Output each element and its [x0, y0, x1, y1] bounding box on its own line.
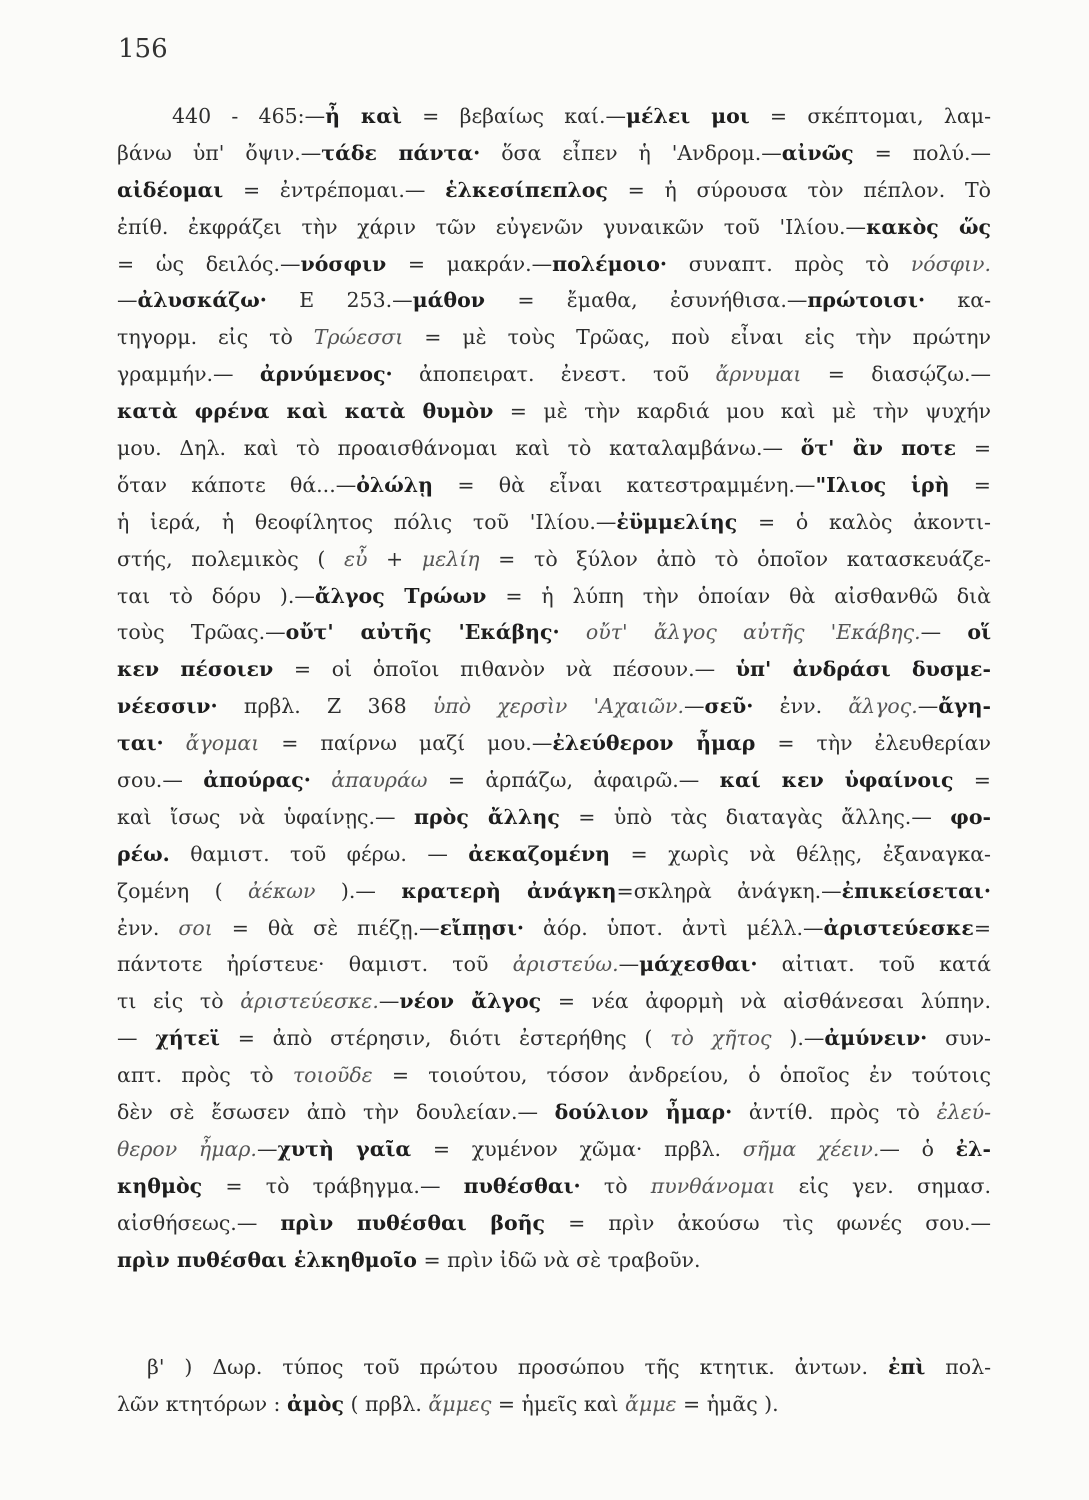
- commentary-line: αἰδέομαι = ἐντρέπομαι.— ἑλκεσίπεπλος = ἡ σύρουσα τὸν πέπλον. Τὸ: [117, 177, 991, 202]
- commentary-line: ἡ ἱερά, ἡ θεοφίλητος πόλις τοῦ 'Ιλίου.—ἐϋμμελίης = ὁ καλὸς ἀκοντι-: [117, 509, 991, 534]
- section-b-line: β' ) Δωρ. τύπος τοῦ πρώτου προσώπου τῆς κτητικ. ἀντων. ἐπὶ πολ-: [147, 1355, 991, 1379]
- commentary-line: ὅταν κάποτε θά...—ὀλώλῃ = θὰ εἶναι κατεστραμμένη.—"Ιλιος ἱρὴ =: [117, 472, 991, 497]
- commentary-line: δὲν σὲ ἔσωσεν ἀπὸ τὴν δουλείαν.— δούλιον ἦμαρ· ἀντίθ. πρὸς τὸ ἐλεύ-: [117, 1100, 991, 1125]
- commentary-line: τοὺς Τρῶας.—οὔτ' αὐτῆς 'Εκάβης· οὔτ' ἄλγος αὐτῆς 'Εκάβης.— οἵ: [117, 620, 991, 645]
- commentary-line: γραμμήν.— ἀρνύμενος· ἀποπειρατ. ἐνεστ. τοῦ ἄρνυμαι = διασῴζω.—: [117, 362, 991, 387]
- commentary-line: —ἀλυσκάζω· E 253.—μάθον = ἔμαθα, ἐσυνήθισα.—πρώτοισι· κα-: [117, 288, 991, 313]
- commentary-line: = ὡς δειλός.—νόσφιν = μακράν.—πολέμοιο· συναπτ. πρὸς τὸ νόσφιν.: [117, 251, 991, 276]
- commentary-line: βάνω ὑπ' ὄψιν.—τάδε πάντα· ὅσα εἶπεν ἡ 'Ανδρομ.—αἰνῶς = πολύ.—: [117, 140, 991, 165]
- commentary-line: κατὰ φρένα καὶ κατὰ θυμὸν = μὲ τὴν καρδιά μου καὶ μὲ τὴν ψυχήν: [117, 399, 991, 424]
- commentary-line: απτ. πρὸς τὸ τοιοῦδε = τοιούτου, τόσον ἀνδρείου, ὁ ὁποῖος ἐν τούτοις: [117, 1063, 991, 1088]
- commentary-line: ἐπίθ. ἐκφράζει τὴν χάριν τῶν εὐγενῶν γυναικῶν τοῦ 'Ιλίου.—κακὸς ὥς: [117, 214, 991, 239]
- commentary-line: μου. Δηλ. καὶ τὸ προαισθάνομαι καὶ τὸ καταλαμβάνω.— ὅτ' ἂν ποτε =: [117, 436, 992, 461]
- section-b-line: λῶν κτητόρων : ἀμὸς ( πρβλ. ἄμμες = ἡμεῖς καὶ ἄμμε = ἡμᾶς ).: [117, 1391, 779, 1416]
- commentary-line: τηγορμ. εἰς τὸ Τρώεσσι = μὲ τοὺς Τρῶας, ποὺ εἶναι εἰς τὴν πρώτην: [117, 325, 992, 350]
- commentary-line: θερον ἦμαρ.—χυτὴ γαῖα = χυμένον χῶμα· πρβλ. σῆμα χέειν.— ὁ ἐλ-: [117, 1136, 992, 1161]
- commentary-line: στής, πολεμικὸς ( εὖ + μελίη = τὸ ξύλον ἀπὸ τὸ ὁποῖον κατασκευάζε-: [117, 546, 991, 571]
- commentary-line: ρέω. θαμιστ. τοῦ φέρω. — ἀεκαζομένη = χωρὶς νὰ θέλῃς, ἐξαναγκα-: [117, 841, 991, 866]
- commentary-line: σου.— ἀπούρας· ἀπαυράω = ἁρπάζω, ἀφαιρῶ.— καί κεν ὑφαίνοις =: [117, 768, 991, 793]
- commentary-line: κηθμὸς = τὸ τράβηγμα.— πυθέσθαι· τὸ πυνθάνομαι εἰς γεν. σημασ.: [117, 1173, 992, 1198]
- commentary-line: καὶ ἴσως νὰ ὑφαίνῃς.— πρὸς ἄλλης = ὑπὸ τὰς διαταγὰς ἄλλης.— φο-: [117, 804, 992, 829]
- commentary-line: ἐνν. σοι = θὰ σὲ πιέζῃ.—εἴπῃσι· ἀόρ. ὑποτ. ἀντὶ μέλλ.—ἀριστεύεσκε=: [117, 915, 991, 940]
- commentary-line: αἰσθήσεως.— πρὶν πυθέσθαι βοῆς = πρὶν ἀκούσω τὶς φωνές σου.—: [117, 1210, 992, 1235]
- section-b-block: [117, 1349, 991, 1423]
- commentary-line: — χήτεϊ = ἀπὸ στέρησιν, διότι ἐστερήθης ( τὸ χῆτος ).—ἀμύνειν· συν-: [117, 1026, 991, 1051]
- commentary-line: ται τὸ δόρυ ).—ἄλγος Τρώων = ἡ λύπη τὴν ὁποίαν θὰ αἰσθανθῶ διὰ: [117, 583, 991, 608]
- commentary-line: ται· ἄγομαι = παίρνω μαζί μου.—ἐλεύθερον ἦμαρ = τὴν ἐλευθερίαν: [117, 731, 991, 756]
- commentary-line: τι εἰς τὸ ἀριστεύεσκε.—νέον ἄλγος = νέα ἀφορμὴ νὰ αἰσθάνεσαι λύπην.: [117, 989, 991, 1014]
- commentary-line: κεν πέσοιεν = οἱ ὁποῖοι πιθανὸν νὰ πέσουν.— ὑπ' ἀνδράσι δυσμε-: [117, 657, 991, 682]
- commentary-line: 440 - 465:—ἦ καὶ = βεβαίως καί.—μέλει μοι = σκέπτομαι, λαμ-: [172, 104, 992, 128]
- commentary-line: πάντοτε ἠρίστευε· θαμιστ. τοῦ ἀριστεύω.—μάχεσθαι· αἰτιατ. τοῦ κατά: [117, 952, 991, 977]
- page-number: 156: [118, 34, 168, 64]
- commentary-line: πρὶν πυθέσθαι ἑλκηθμοῖο = πρὶν ἰδῶ νὰ σὲ τραβοῦν.: [117, 1247, 701, 1272]
- commentary-line: ζομένη ( ἀέκων ).— κρατερὴ ἀνάγκη=σκληρὰ ἀνάγκη.—ἐπικείσεται·: [117, 878, 991, 903]
- commentary-line: νέεσσιν· πρβλ. Z 368 ὑπὸ χερσὶν 'Αχαιῶν.—σεῦ· ἐνν. ἄλγος.—ἄγη-: [117, 694, 992, 719]
- commentary-block: [117, 98, 991, 1279]
